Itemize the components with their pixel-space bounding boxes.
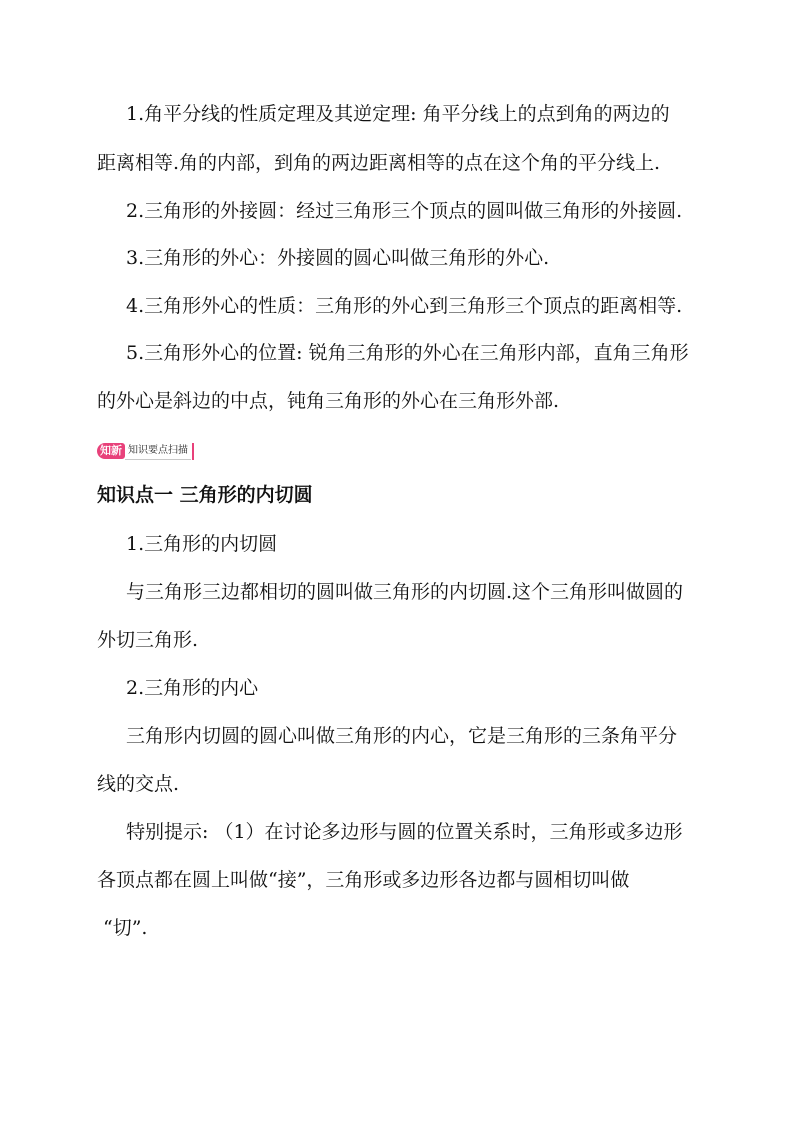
subheading-incircle: 1.三角形的内切圆 xyxy=(126,533,278,555)
special-tip-end: “切”. xyxy=(103,917,148,939)
review-item-1: 1.角平分线的性质定理及其逆定理: 角平分线上的点到角的两边的 xyxy=(126,103,670,125)
review-item-2: 2.三角形的外接圆：经过三角形三个顶点的圆叫做三角形的外接圆. xyxy=(126,200,683,222)
review-item-3: 3.三角形的外心：外接圆的圆心叫做三角形的外心. xyxy=(126,247,550,269)
review-item-1-cont: 距离相等.角的内部，到角的两边距离相等的点在这个角的平分线上. xyxy=(97,152,661,174)
incenter-definition-cont: 线的交点. xyxy=(97,773,180,795)
badge-bar xyxy=(192,443,194,460)
review-item-4: 4.三角形外心的性质：三角形的外心到三角形三个顶点的距离相等. xyxy=(126,295,683,317)
review-item-5: 5.三角形外心的位置: 锐角三角形的外心在三角形内部，直角三角形 xyxy=(126,342,689,364)
section-heading: 知识点一 三角形的内切圆 xyxy=(97,484,313,506)
review-item-5-cont: 的外心是斜边的中点，钝角三角形的外心在三角形外部. xyxy=(97,390,560,412)
special-tip: 特别提示: （1）在讨论多边形与圆的位置关系时，三角形或多边形 xyxy=(126,821,683,843)
section-badge xyxy=(97,442,194,460)
incenter-definition: 三角形内切圆的圆心叫做三角形的内心，它是三角形的三条角平分 xyxy=(126,725,678,747)
special-tip-cont: 各顶点都在圆上叫做“接”，三角形或多边形各边都与圆相切叫做 xyxy=(97,869,630,891)
badge-tag: 知新 xyxy=(97,443,125,459)
incircle-definition: 与三角形三边都相切的圆叫做三角形的内切圆.这个三角形叫做圆的 xyxy=(126,581,684,603)
subheading-incenter: 2.三角形的内心 xyxy=(126,677,259,699)
incircle-definition-cont: 外切三角形. xyxy=(97,629,199,651)
badge-text: 知识要点扫描 xyxy=(125,443,191,460)
